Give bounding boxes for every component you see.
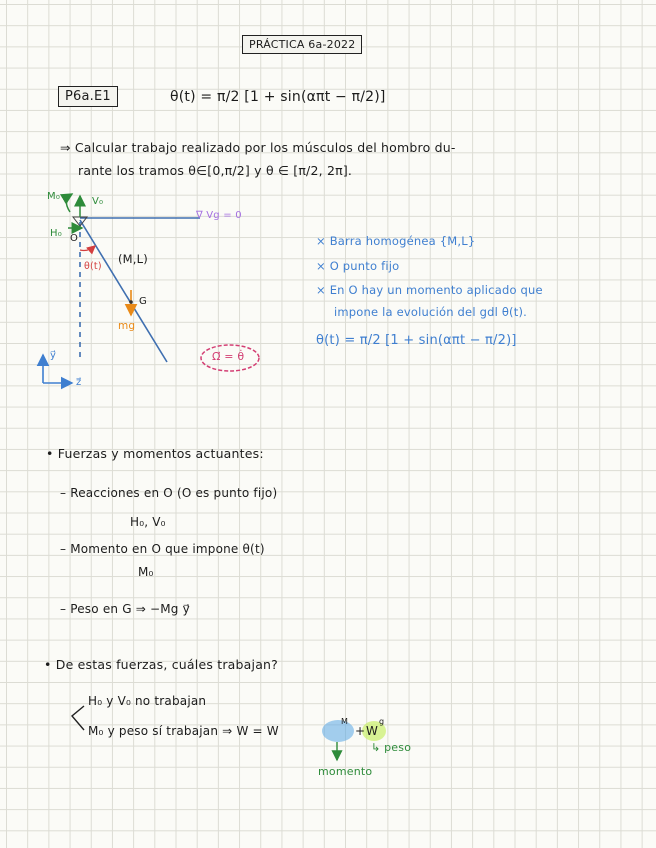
label-v0: V₀ xyxy=(92,196,104,207)
label-m0: M₀ xyxy=(47,191,61,202)
label-peso: ↳ peso xyxy=(371,741,412,754)
work-question: • De estas fuerzas, cuáles trabajan? xyxy=(44,657,279,672)
theta-arc xyxy=(80,246,95,251)
forces-reactions-values: H₀, V₀ xyxy=(130,515,166,529)
label-o: O xyxy=(70,233,79,244)
wg-superscript: g xyxy=(379,717,385,726)
answer-bracket xyxy=(72,706,84,730)
work-answer-1: H₀ y V₀ no trabajan xyxy=(88,694,207,708)
work-answer-2: M₀ y peso sí trabajan ⇒ W = W xyxy=(88,724,279,738)
label-y-axis: y⃗ xyxy=(50,350,57,361)
label-momento: momento xyxy=(318,765,373,778)
label-z-axis: z⃗ xyxy=(76,377,82,388)
forces-weight: – Peso en G ⇒ −Mg y⃗ xyxy=(60,602,190,616)
note-3a: × En O hay un momento aplicado que xyxy=(316,283,543,297)
forces-reactions: – Reacciones en O (O es punto fijo) xyxy=(60,486,278,500)
forces-moment: – Momento en O que impone θ(t) xyxy=(60,542,265,556)
label-omega: Ω⃗ = θ̇ xyxy=(212,350,245,363)
m0-arrow xyxy=(66,194,72,212)
statement-line-2: rante los tramos θ∈[0,π/2] y θ ∈ [π/2, 2π]. xyxy=(78,163,353,178)
wm-superscript: M xyxy=(341,717,349,726)
work-plus: + xyxy=(355,724,366,738)
label-theta: θ(t) xyxy=(84,261,102,272)
problem-label: P6a.E1 xyxy=(58,86,118,107)
label-g: G xyxy=(139,296,147,307)
label-vg: ∇ Vg = 0 xyxy=(196,210,242,221)
statement-line-1: ⇒ Calcular trabajo realizado por los músculos del hombro du- xyxy=(60,140,456,155)
label-bar: (M,L) xyxy=(118,252,148,266)
note-2: × O punto fijo xyxy=(316,259,400,273)
page-title: PRÁCTICA 6a-2022 xyxy=(242,35,362,54)
label-mg: mg xyxy=(118,320,136,332)
label-h0: H₀ xyxy=(50,228,62,239)
wg-symbol: W xyxy=(366,724,379,738)
note-1: × Barra homogénea {M,L} xyxy=(316,234,476,248)
wm-highlight xyxy=(322,720,354,742)
note-equation: θ(t) = π/2 [1 + sin(απt − π/2)] xyxy=(316,333,517,348)
forces-title: • Fuerzas y momentos actuantes: xyxy=(46,446,264,461)
forces-moment-value: M₀ xyxy=(138,565,154,579)
g-point xyxy=(129,300,133,304)
problem-equation: θ(t) = π/2 [1 + sin(απt − π/2)] xyxy=(170,89,386,105)
note-3b: impone la evolución del gdl θ(t). xyxy=(334,305,527,319)
bar-line xyxy=(80,220,167,362)
